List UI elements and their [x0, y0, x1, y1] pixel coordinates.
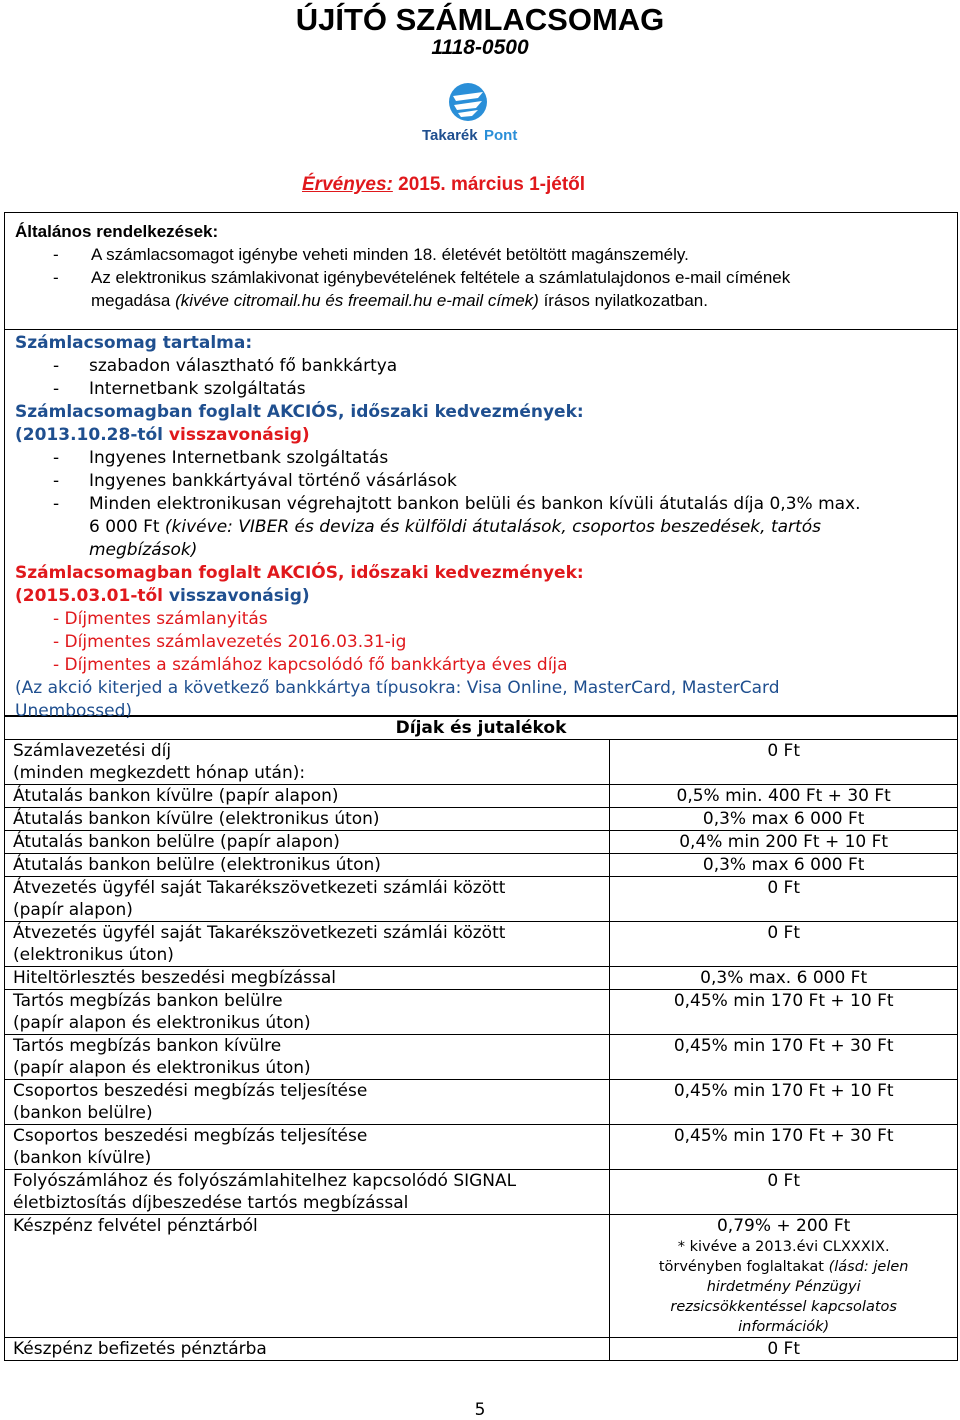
- fee-label: Készpénz befizetés pénztárba: [5, 1338, 610, 1361]
- table-row: [5, 854, 958, 877]
- fee-value: 0 Ft: [610, 740, 958, 785]
- general-heading: Általános rendelkezések:: [15, 222, 219, 241]
- fee-value: 0,45% min 170 Ft + 30 Ft: [610, 1125, 958, 1170]
- fee-label: Számlavezetési díj (minden megkezdett hónap után):: [5, 740, 610, 785]
- promo1-item-3-cont2: megbízások): [89, 540, 198, 560]
- table-row: [5, 877, 958, 922]
- fee-label: Folyószámlához és folyószámlahitelhez kapcsolódó SIGNAL életbiztosítás díjbeszedése tartós megbízással: [5, 1170, 610, 1215]
- validity-label: Érvényes:: [302, 174, 393, 195]
- promo2-item-2: - Díjmentes számlavezetés 2016.03.31-ig: [53, 632, 407, 652]
- fee-value: 0,4% min 200 Ft + 10 Ft: [610, 831, 958, 854]
- table-row: [5, 1125, 958, 1170]
- fee-value: 0,45% min 170 Ft + 30 Ft: [610, 1035, 958, 1080]
- promo2-note-cont: Unembossed): [15, 701, 133, 721]
- table-row: [5, 831, 958, 854]
- fee-value: 0,5% min. 400 Ft + 30 Ft: [610, 785, 958, 808]
- cash-withdrawal-fee: 0,79% + 200 Ft: [716, 1216, 851, 1236]
- promo2-note: (Az akció kiterjed a következő bankkártya típusokra: Visa Online, MasterCard, MasterCard: [15, 678, 780, 698]
- table-row: [5, 1035, 958, 1080]
- general-item-2-cont: megadása (kivéve citromail.hu és freemail.hu e-mail címek) írásos nyilatkozatban.: [91, 291, 708, 310]
- fee-label: Hiteltörlesztés beszedési megbízással: [5, 967, 610, 990]
- contents-heading: Számlacsomag tartalma:: [15, 333, 253, 353]
- fee-value: 0,3% max 6 000 Ft: [610, 808, 958, 831]
- fee-label: Átvezetés ügyfél saját Takarékszövetkezeti számlái között (elektronikus úton): [5, 922, 610, 967]
- fee-label: Átutalás bankon belülre (papír alapon): [5, 831, 610, 854]
- fee-value: 0 Ft: [610, 1170, 958, 1215]
- table-row: [5, 990, 958, 1035]
- fee-label: Átutalás bankon kívülre (papír alapon): [5, 785, 610, 808]
- promo2-heading: Számlacsomagban foglalt AKCIÓS, időszaki kedvezmények:: [15, 563, 584, 583]
- fee-label: Átutalás bankon belülre (elektronikus úton): [5, 854, 610, 877]
- page-number: 5: [474, 1400, 486, 1420]
- table-row: [5, 1215, 958, 1338]
- table-row: [5, 785, 958, 808]
- fee-value: 0 Ft: [610, 922, 958, 967]
- fee-value: 0,45% min 170 Ft + 10 Ft: [610, 1080, 958, 1125]
- fee-value: 0,45% min 170 Ft + 10 Ft: [610, 990, 958, 1035]
- cash-withdrawal-note: * kivéve a 2013.évi CLXXXIX. törvényben foglaltakat (lásd: jelen hirdetmény Pénzügyi rezsicsökkentéssel kapcsolatos információk): [658, 1239, 909, 1335]
- fee-label: Csoportos beszedési megbízás teljesítése (bankon belülre): [5, 1080, 610, 1125]
- fees-table: [4, 716, 958, 1361]
- validity-date: 2015. március 1-jétől: [398, 174, 586, 195]
- promo2-item-3: - Díjmentes a számlához kapcsolódó fő bankkártya éves díja: [53, 655, 568, 675]
- promo2-period: (2015.03.01-től visszavonásig): [15, 586, 310, 606]
- fee-label: Átutalás bankon kívülre (elektronikus úton): [5, 808, 610, 831]
- general-provisions-box: Általános rendelkezések: - A számlacsomagot igénybe veheti minden 18. életévét betöltött magánszemély. - Az elektronikus számlakivonat igénybevételének feltétele a számlatulajdonos e-mail címének megadása (kivéve citromail.hu és freemail.hu e-mail címek) írásos nyilatkozatban.: [4, 212, 958, 330]
- fee-value: 0 Ft: [610, 1338, 958, 1361]
- logo-text-a: Takarék: [422, 127, 478, 144]
- fees-heading: Díjak és jutalékok: [5, 717, 958, 740]
- takarekpont-logo: [420, 82, 520, 146]
- fee-value: 0,3% max. 6 000 Ft: [610, 967, 958, 990]
- table-row: [5, 1338, 958, 1361]
- table-row: [5, 967, 958, 990]
- table-row: [5, 808, 958, 831]
- package-contents-box: Számlacsomag tartalma: - szabadon választható fő bankkártya - Internetbank szolgáltatás Számlacsomagban foglalt AKCIÓS, időszaki kedvezmények: (2013.10.28-tól visszavonásig) - Ingyenes Internetbank szolgáltatás - Ingyenes bankkártyával történő vásárlások - Minden elektronikusan végrehajtott bankon belüli és bankon kívüli átutalás díja 0,3% max. 6 000 Ft (kivéve: VIBER és deviza és külföldi átutalások, csoportos beszedések, tartós megbízások) Számlacsomagban foglalt AKCIÓS, időszaki kedvezmények: (2015.03.01-től visszavonásig) - Díjmentes számlanyitás - Díjmentes számlavezetés 2016.03.31-ig - Díjmentes a számlához kapcsolódó fő bankkártya éves díja (Az akció kiterjed a következő bankkártya típusokra: Visa Online, MasterCard, MasterCard Unembossed): [4, 330, 958, 716]
- fee-value: [610, 1215, 958, 1338]
- fee-value: 0 Ft: [610, 877, 958, 922]
- package-code: 1118-0500: [431, 36, 529, 59]
- table-row: [5, 922, 958, 967]
- document-title: ÚJÍTÓ SZÁMLACSOMAG: [295, 2, 665, 37]
- validity-line: [302, 174, 585, 196]
- table-row: [5, 740, 958, 785]
- promo1-item-3-cont: 6 000 Ft (kivéve: VIBER és deviza és külföldi átutalások, csoportos beszedések, tartós: [89, 517, 821, 537]
- fee-label: Készpénz felvétel pénztárból: [5, 1215, 610, 1338]
- fee-value: 0,3% max 6 000 Ft: [610, 854, 958, 877]
- promo1-period: (2013.10.28-tól visszavonásig): [15, 425, 310, 445]
- logo-text-b: Pont: [484, 127, 518, 144]
- table-row: [5, 1080, 958, 1125]
- fee-label: Csoportos beszedési megbízás teljesítése (bankon kívülre): [5, 1125, 610, 1170]
- promo2-item-1: - Díjmentes számlanyitás: [53, 609, 268, 629]
- fee-label: Tartós megbízás bankon belülre (papír alapon és elektronikus úton): [5, 990, 610, 1035]
- promo1-heading: Számlacsomagban foglalt AKCIÓS, időszaki kedvezmények:: [15, 402, 584, 422]
- fee-label: Átvezetés ügyfél saját Takarékszövetkezeti számlái között (papír alapon): [5, 877, 610, 922]
- table-row: [5, 1170, 958, 1215]
- fee-label: Tartós megbízás bankon kívülre (papír alapon és elektronikus úton): [5, 1035, 610, 1080]
